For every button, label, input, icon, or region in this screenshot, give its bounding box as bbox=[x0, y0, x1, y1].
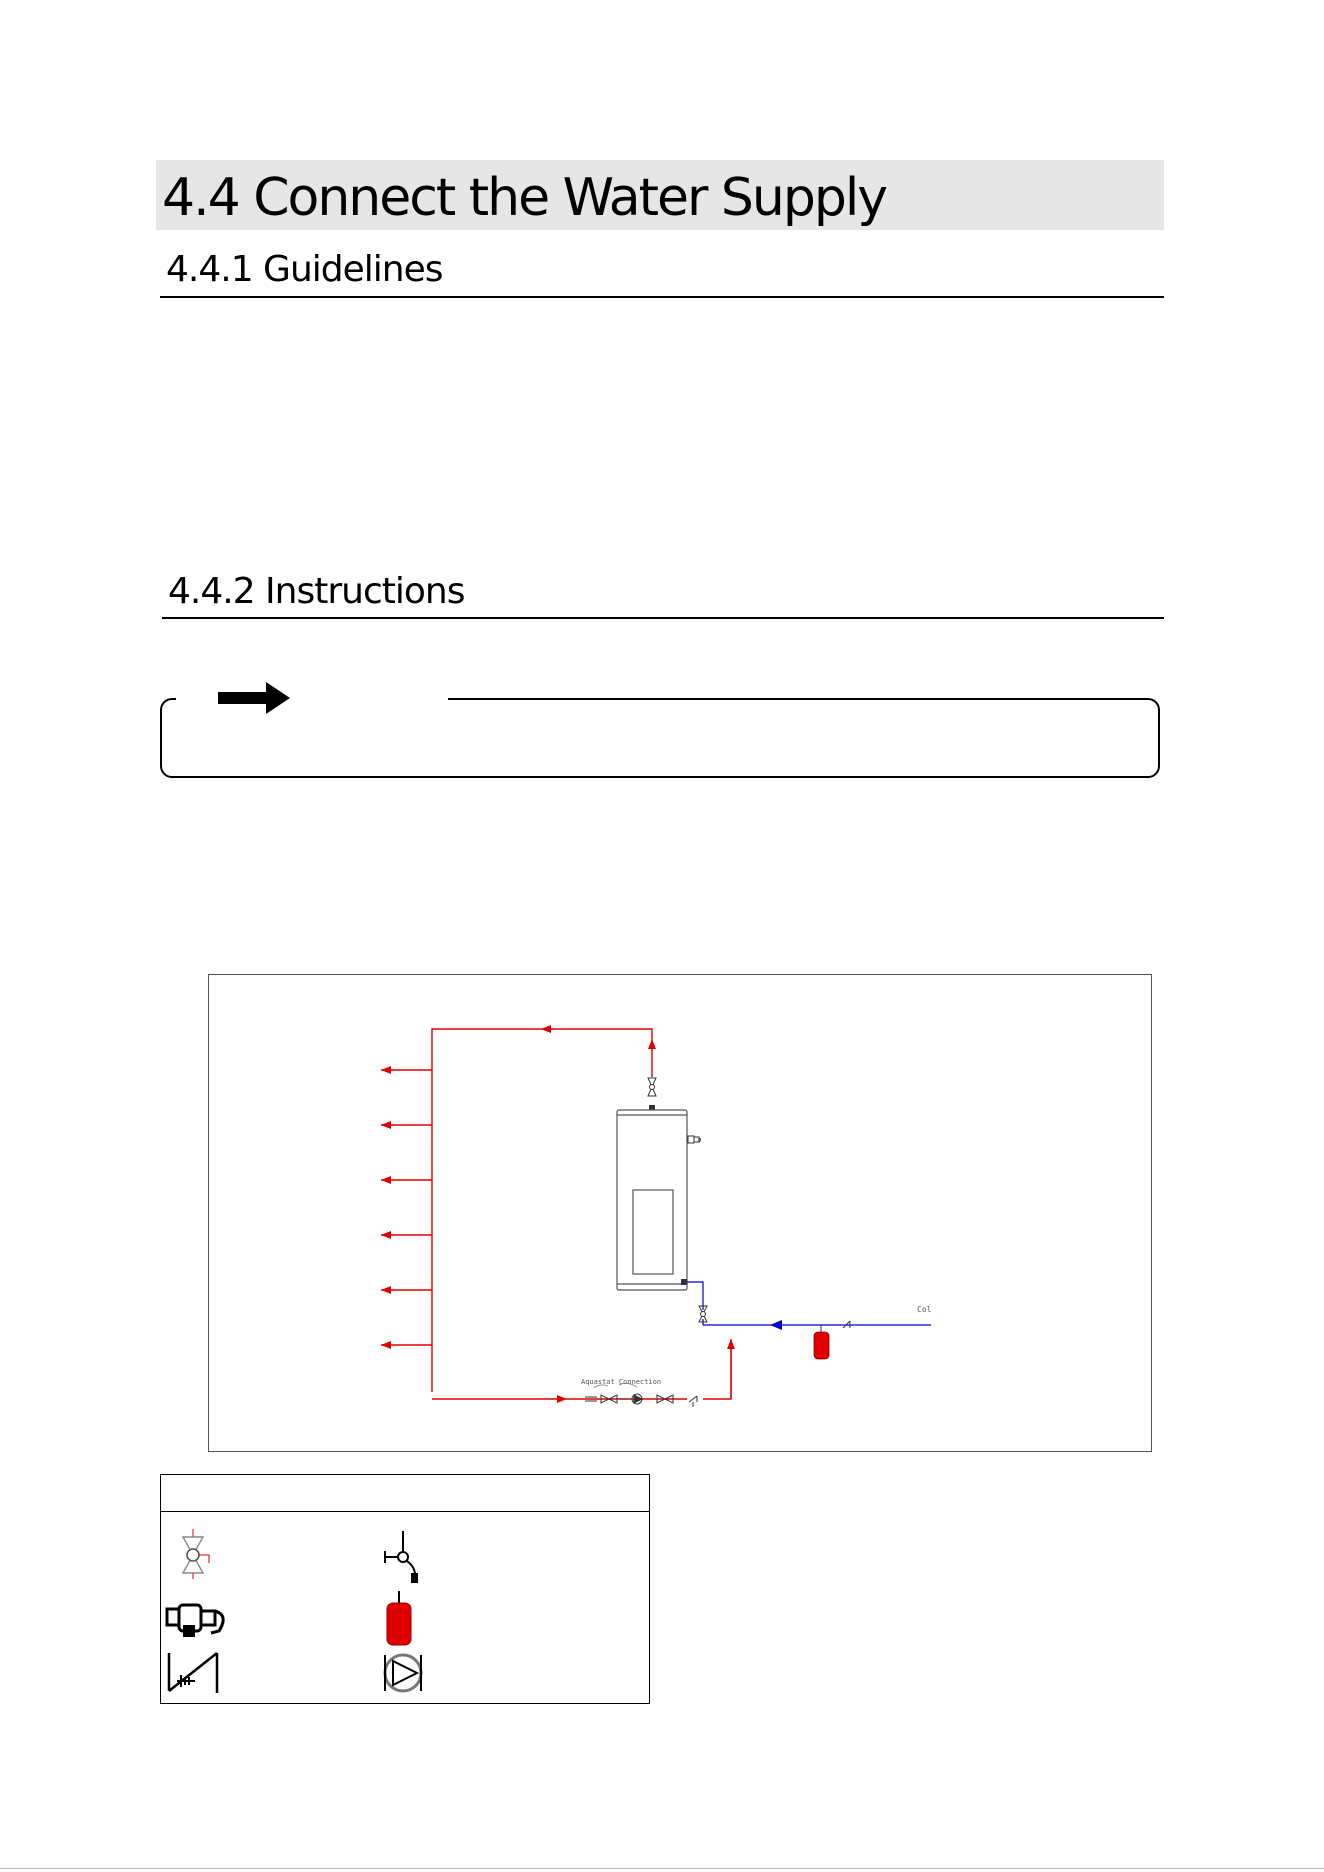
cold-inlet-label: Col bbox=[917, 1305, 932, 1314]
subsection-title-instructions: 4.4.2 Instructions bbox=[168, 571, 465, 612]
circulator-pump-icon bbox=[383, 1651, 425, 1695]
pressure-relief-valve-icon bbox=[688, 1136, 701, 1143]
check-valve-icon bbox=[167, 1651, 225, 1695]
piping-diagram bbox=[208, 974, 1152, 1452]
cold-water-piping bbox=[687, 1282, 931, 1325]
page-title: 4.4 Connect the Water Supply bbox=[162, 168, 887, 228]
pressure-relief-valve-icon bbox=[165, 1599, 235, 1639]
piping-schematic bbox=[209, 975, 1153, 1453]
subsection-title-guidelines: 4.4.1 Guidelines bbox=[166, 249, 443, 290]
note-box-gap bbox=[176, 690, 448, 706]
arrow-right-icon bbox=[218, 682, 294, 714]
note-box bbox=[160, 698, 1160, 778]
page-bottom-rule bbox=[0, 1868, 1324, 1869]
flow-arrow-cold bbox=[770, 1320, 782, 1330]
subsection-rule bbox=[162, 617, 1164, 619]
symbol-legend bbox=[160, 1474, 650, 1704]
subsection-rule bbox=[160, 296, 1164, 298]
tank-top-fitting bbox=[649, 1105, 655, 1110]
expansion-tank-icon bbox=[814, 1332, 829, 1359]
tee-drain-icon bbox=[383, 1531, 423, 1583]
legend-header-rule bbox=[161, 1511, 649, 1512]
expansion-tank-icon bbox=[385, 1591, 413, 1647]
zone-valve-icon bbox=[648, 1078, 656, 1096]
zone-valve-icon bbox=[169, 1529, 217, 1581]
water-heater-tank bbox=[617, 1110, 687, 1290]
return-line-fittings bbox=[585, 1394, 697, 1407]
tank-bottom-fitting bbox=[681, 1279, 687, 1285]
aquastat-connection-label: Aquastat Connection bbox=[581, 1378, 662, 1386]
